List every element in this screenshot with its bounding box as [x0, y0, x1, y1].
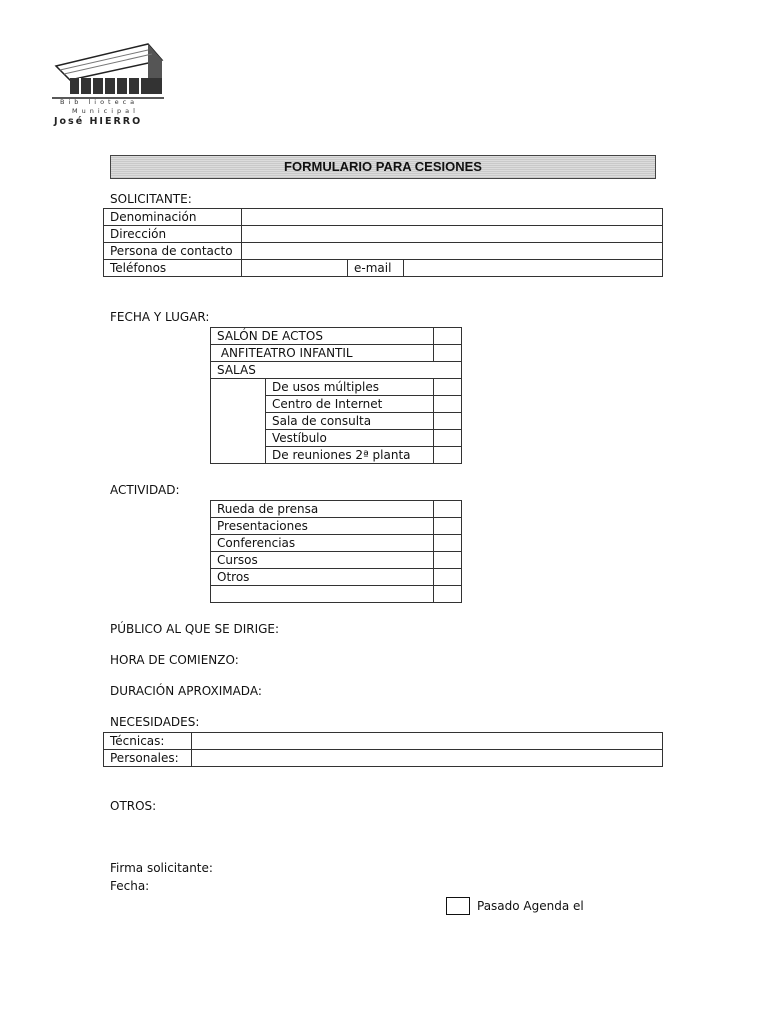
- firma-solicitante-label: Firma solicitante:: [110, 861, 213, 875]
- otros-label: OTROS:: [110, 799, 157, 813]
- persona-contacto-label: Persona de contacto: [104, 243, 242, 260]
- tecnicas-field[interactable]: [192, 733, 663, 750]
- direccion-label: Dirección: [104, 226, 242, 243]
- hora-comienzo-label: HORA DE COMIENZO:: [110, 653, 239, 667]
- solicitante-heading: SOLICITANTE:: [110, 192, 192, 206]
- table-row: [211, 501, 462, 518]
- necesidades-table: [103, 732, 663, 767]
- sala-reuniones-label: De reuniones 2ª planta: [266, 447, 434, 464]
- sala-consulta-label: Sala de consulta: [266, 413, 434, 430]
- table-row: [211, 379, 462, 396]
- fecha-lugar-heading: FECHA Y LUGAR:: [110, 310, 210, 324]
- otros-actividad-checkbox[interactable]: [434, 569, 462, 586]
- duracion-label: DURACIÓN APROXIMADA:: [110, 684, 262, 698]
- conferencias-label: Conferencias: [211, 535, 434, 552]
- salas-indent-cell: [211, 379, 266, 464]
- salon-actos-checkbox[interactable]: [434, 328, 462, 345]
- rueda-prensa-label: Rueda de prensa: [211, 501, 434, 518]
- sala-consulta-checkbox[interactable]: [434, 413, 462, 430]
- anfiteatro-checkbox[interactable]: [434, 345, 462, 362]
- anfiteatro-label: ANFITEATRO INFANTIL: [211, 345, 434, 362]
- building-logo-icon: [52, 40, 172, 102]
- table-row: [211, 569, 462, 586]
- tecnicas-label: Técnicas:: [104, 733, 192, 750]
- salas-label: SALAS: [211, 362, 462, 379]
- telefonos-label: Teléfonos: [104, 260, 242, 277]
- sala-reuniones-checkbox[interactable]: [434, 447, 462, 464]
- table-row: [211, 362, 462, 379]
- table-row: [104, 733, 663, 750]
- conferencias-checkbox[interactable]: [434, 535, 462, 552]
- table-row: [211, 586, 462, 603]
- solicitante-table: [103, 208, 663, 277]
- cursos-label: Cursos: [211, 552, 434, 569]
- table-row: [211, 518, 462, 535]
- actividad-blank-checkbox[interactable]: [434, 586, 462, 603]
- personales-label: Personales:: [104, 750, 192, 767]
- sala-centro-internet-checkbox[interactable]: [434, 396, 462, 413]
- actividad-heading: ACTIVIDAD:: [110, 483, 180, 497]
- email-field[interactable]: [404, 260, 663, 277]
- telefonos-field[interactable]: [242, 260, 348, 277]
- pasado-agenda-label: Pasado Agenda el: [477, 899, 584, 913]
- pasado-agenda-checkbox[interactable]: [446, 897, 470, 915]
- sala-vestibulo-checkbox[interactable]: [434, 430, 462, 447]
- library-logo: [52, 40, 172, 132]
- lugar-table: [210, 327, 462, 464]
- table-row: [104, 226, 663, 243]
- salon-actos-label: SALÓN DE ACTOS: [211, 328, 434, 345]
- denominacion-label: Denominación: [104, 209, 242, 226]
- email-label: e-mail: [348, 260, 404, 277]
- cursos-checkbox[interactable]: [434, 552, 462, 569]
- actividad-table: [210, 500, 462, 603]
- persona-contacto-field[interactable]: [242, 243, 663, 260]
- actividad-blank-field[interactable]: [211, 586, 434, 603]
- denominacion-field[interactable]: [242, 209, 663, 226]
- table-row: [104, 750, 663, 767]
- table-row: [211, 552, 462, 569]
- otros-actividad-label: Otros: [211, 569, 434, 586]
- presentaciones-checkbox[interactable]: [434, 518, 462, 535]
- logo-name: José HIERRO: [54, 116, 143, 127]
- personales-field[interactable]: [192, 750, 663, 767]
- direccion-field[interactable]: [242, 226, 663, 243]
- necesidades-heading: NECESIDADES:: [110, 715, 200, 729]
- publico-label: PÚBLICO AL QUE SE DIRIGE:: [110, 622, 280, 636]
- table-row: [104, 243, 663, 260]
- table-row: [211, 328, 462, 345]
- rueda-prensa-checkbox[interactable]: [434, 501, 462, 518]
- sala-usos-multiples-label: De usos múltiples: [266, 379, 434, 396]
- fecha-label: Fecha:: [110, 879, 150, 893]
- table-row: [211, 535, 462, 552]
- table-row: [211, 345, 462, 362]
- table-row: [104, 260, 663, 277]
- logo-line-1: Bib lioteca: [60, 98, 139, 106]
- sala-vestibulo-label: Vestíbulo: [266, 430, 434, 447]
- logo-line-2: Municipal: [72, 107, 139, 115]
- sala-usos-multiples-checkbox[interactable]: [434, 379, 462, 396]
- form-title: FORMULARIO PARA CESIONES: [110, 155, 656, 179]
- table-row: [104, 209, 663, 226]
- sala-centro-internet-label: Centro de Internet: [266, 396, 434, 413]
- presentaciones-label: Presentaciones: [211, 518, 434, 535]
